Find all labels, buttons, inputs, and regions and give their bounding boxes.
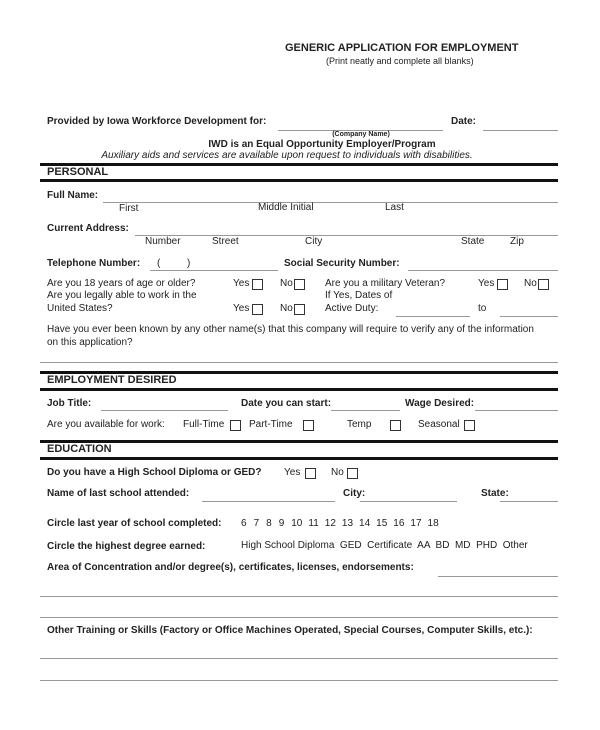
legal-yes-checkbox[interactable]	[252, 304, 263, 315]
area-code-open: (	[157, 258, 161, 269]
city-caption: City	[305, 236, 323, 247]
phone-label: Telephone Number:	[47, 258, 141, 269]
yes-label: Yes	[478, 278, 495, 289]
no-label: No	[280, 303, 293, 314]
divider	[40, 440, 558, 443]
no-label: No	[331, 467, 344, 478]
no-label: No	[280, 278, 293, 289]
degree-options[interactable]: High School Diploma GED Certificate AA BD MD PHD Other	[241, 540, 528, 551]
yes-label: Yes	[233, 303, 250, 314]
temp-label: Temp	[347, 419, 372, 430]
veteran-yes-checkbox[interactable]	[497, 279, 508, 290]
diploma-yes-checkbox[interactable]	[305, 468, 316, 479]
full-name-field[interactable]	[103, 202, 558, 203]
ssn-label: Social Security Number:	[284, 258, 400, 269]
school-state-field[interactable]	[500, 501, 558, 502]
other-names-question-cont: on this application?	[47, 337, 133, 348]
job-title-field[interactable]	[101, 410, 228, 411]
seasonal-label: Seasonal	[418, 419, 460, 430]
school-city-label: City:	[343, 488, 366, 499]
year-13[interactable]: 13	[341, 518, 354, 529]
form-subtitle: (Print neatly and complete all blanks)	[326, 56, 474, 66]
year-6[interactable]: 6	[241, 518, 247, 529]
divider	[40, 179, 558, 182]
diploma-question: Do you have a High School Diploma or GED?	[47, 467, 262, 478]
year-16[interactable]: 16	[393, 518, 405, 529]
veteran-question: Are you a military Veteran?	[325, 278, 446, 289]
part-time-label: Part-Time	[249, 419, 293, 430]
veteran-dates-label: If Yes, Dates of	[325, 290, 393, 301]
school-label: Name of last school attended:	[47, 488, 190, 499]
last-caption: Last	[385, 202, 404, 213]
year-18[interactable]: 18	[427, 518, 439, 529]
start-date-field[interactable]	[331, 410, 400, 411]
year-question: Circle last year of school completed:	[47, 518, 222, 529]
training-label: Other Training or Skills (Factory or Office Machines Operated, Special Courses, Computer Skills, etc.):	[47, 625, 533, 636]
full-time-label: Full-Time	[183, 419, 225, 430]
other-names-question: Have you ever been known by any other name(s) that this company will require to verify any of the information	[47, 324, 534, 335]
active-duty-from-field[interactable]	[396, 316, 470, 317]
active-duty-label: Active Duty:	[325, 303, 379, 314]
seasonal-checkbox[interactable]	[464, 420, 475, 431]
year-8[interactable]: 8	[266, 518, 272, 529]
area-field-line[interactable]	[40, 617, 558, 618]
date-field[interactable]	[483, 130, 558, 131]
ssn-field[interactable]	[408, 270, 558, 271]
full-time-checkbox[interactable]	[230, 420, 241, 431]
middle-caption: Middle Initial	[258, 202, 314, 213]
job-title-label: Job Title:	[47, 398, 92, 409]
legal-no-checkbox[interactable]	[294, 304, 305, 315]
school-state-label: State:	[481, 488, 509, 499]
yes-label: Yes	[284, 467, 301, 478]
wage-field[interactable]	[475, 410, 558, 411]
full-name-label: Full Name:	[47, 190, 99, 201]
training-field-line[interactable]	[40, 658, 558, 659]
age-no-checkbox[interactable]	[294, 279, 305, 290]
veteran-no-checkbox[interactable]	[538, 279, 549, 290]
wage-label: Wage Desired:	[405, 398, 475, 409]
legal-question: Are you legally able to work in the	[47, 290, 197, 301]
address-field[interactable]	[135, 235, 558, 236]
number-caption: Number	[145, 236, 181, 247]
age-yes-checkbox[interactable]	[252, 279, 263, 290]
first-caption: First	[119, 203, 139, 214]
divider	[40, 388, 558, 391]
section-education: EDUCATION	[47, 443, 112, 455]
availability-label: Are you available for work:	[47, 419, 165, 430]
legal-question-cont: United States?	[47, 303, 113, 314]
age-question: Are you 18 years of age or older?	[47, 278, 196, 289]
eeo-statement: IWD is an Equal Opportunity Employer/Program	[208, 139, 436, 150]
year-14[interactable]: 14	[359, 518, 371, 529]
no-label: No	[524, 278, 537, 289]
section-personal: PERSONAL	[47, 166, 109, 178]
section-employment: EMPLOYMENT DESIRED	[47, 374, 177, 386]
year-7[interactable]: 7	[253, 518, 260, 529]
year-11[interactable]: 11	[308, 518, 319, 529]
aux-statement: Auxiliary aids and services are available upon request to individuals with disabilities.	[101, 150, 473, 161]
start-date-label: Date you can start:	[241, 398, 332, 409]
area-field-line[interactable]	[40, 596, 558, 597]
active-duty-to-field[interactable]	[500, 316, 558, 317]
zip-caption: Zip	[510, 236, 524, 247]
year-12[interactable]: 12	[324, 518, 336, 529]
address-label: Current Address:	[47, 223, 129, 234]
area-code-close: )	[187, 258, 191, 269]
area-field[interactable]	[438, 576, 558, 577]
degree-question: Circle the highest degree earned:	[47, 541, 206, 552]
temp-checkbox[interactable]	[390, 420, 401, 431]
year-10[interactable]: 10	[291, 518, 303, 529]
school-field[interactable]	[202, 501, 335, 502]
part-time-checkbox[interactable]	[303, 420, 314, 431]
form-title: GENERIC APPLICATION FOR EMPLOYMENT	[285, 42, 519, 54]
training-field-line[interactable]	[40, 680, 558, 681]
year-options	[241, 518, 439, 530]
state-caption: State	[461, 236, 485, 247]
divider	[40, 457, 558, 460]
yes-label: Yes	[233, 278, 250, 289]
diploma-no-checkbox[interactable]	[347, 468, 358, 479]
phone-field[interactable]	[150, 270, 278, 271]
to-label: to	[478, 303, 487, 314]
provided-by-label: Provided by Iowa Workforce Development for:	[47, 116, 267, 127]
company-name-caption: (Company Name)	[332, 131, 390, 138]
other-names-field[interactable]	[40, 362, 558, 363]
date-label: Date:	[451, 116, 477, 127]
year-17[interactable]: 17	[410, 518, 422, 529]
year-9[interactable]: 9	[278, 518, 285, 529]
divider	[40, 163, 558, 166]
year-15[interactable]: 15	[376, 518, 388, 529]
school-city-field[interactable]	[360, 501, 457, 502]
street-caption: Street	[212, 236, 239, 247]
area-label: Area of Concentration and/or degree(s), certificates, licenses, endorsements:	[47, 562, 414, 573]
